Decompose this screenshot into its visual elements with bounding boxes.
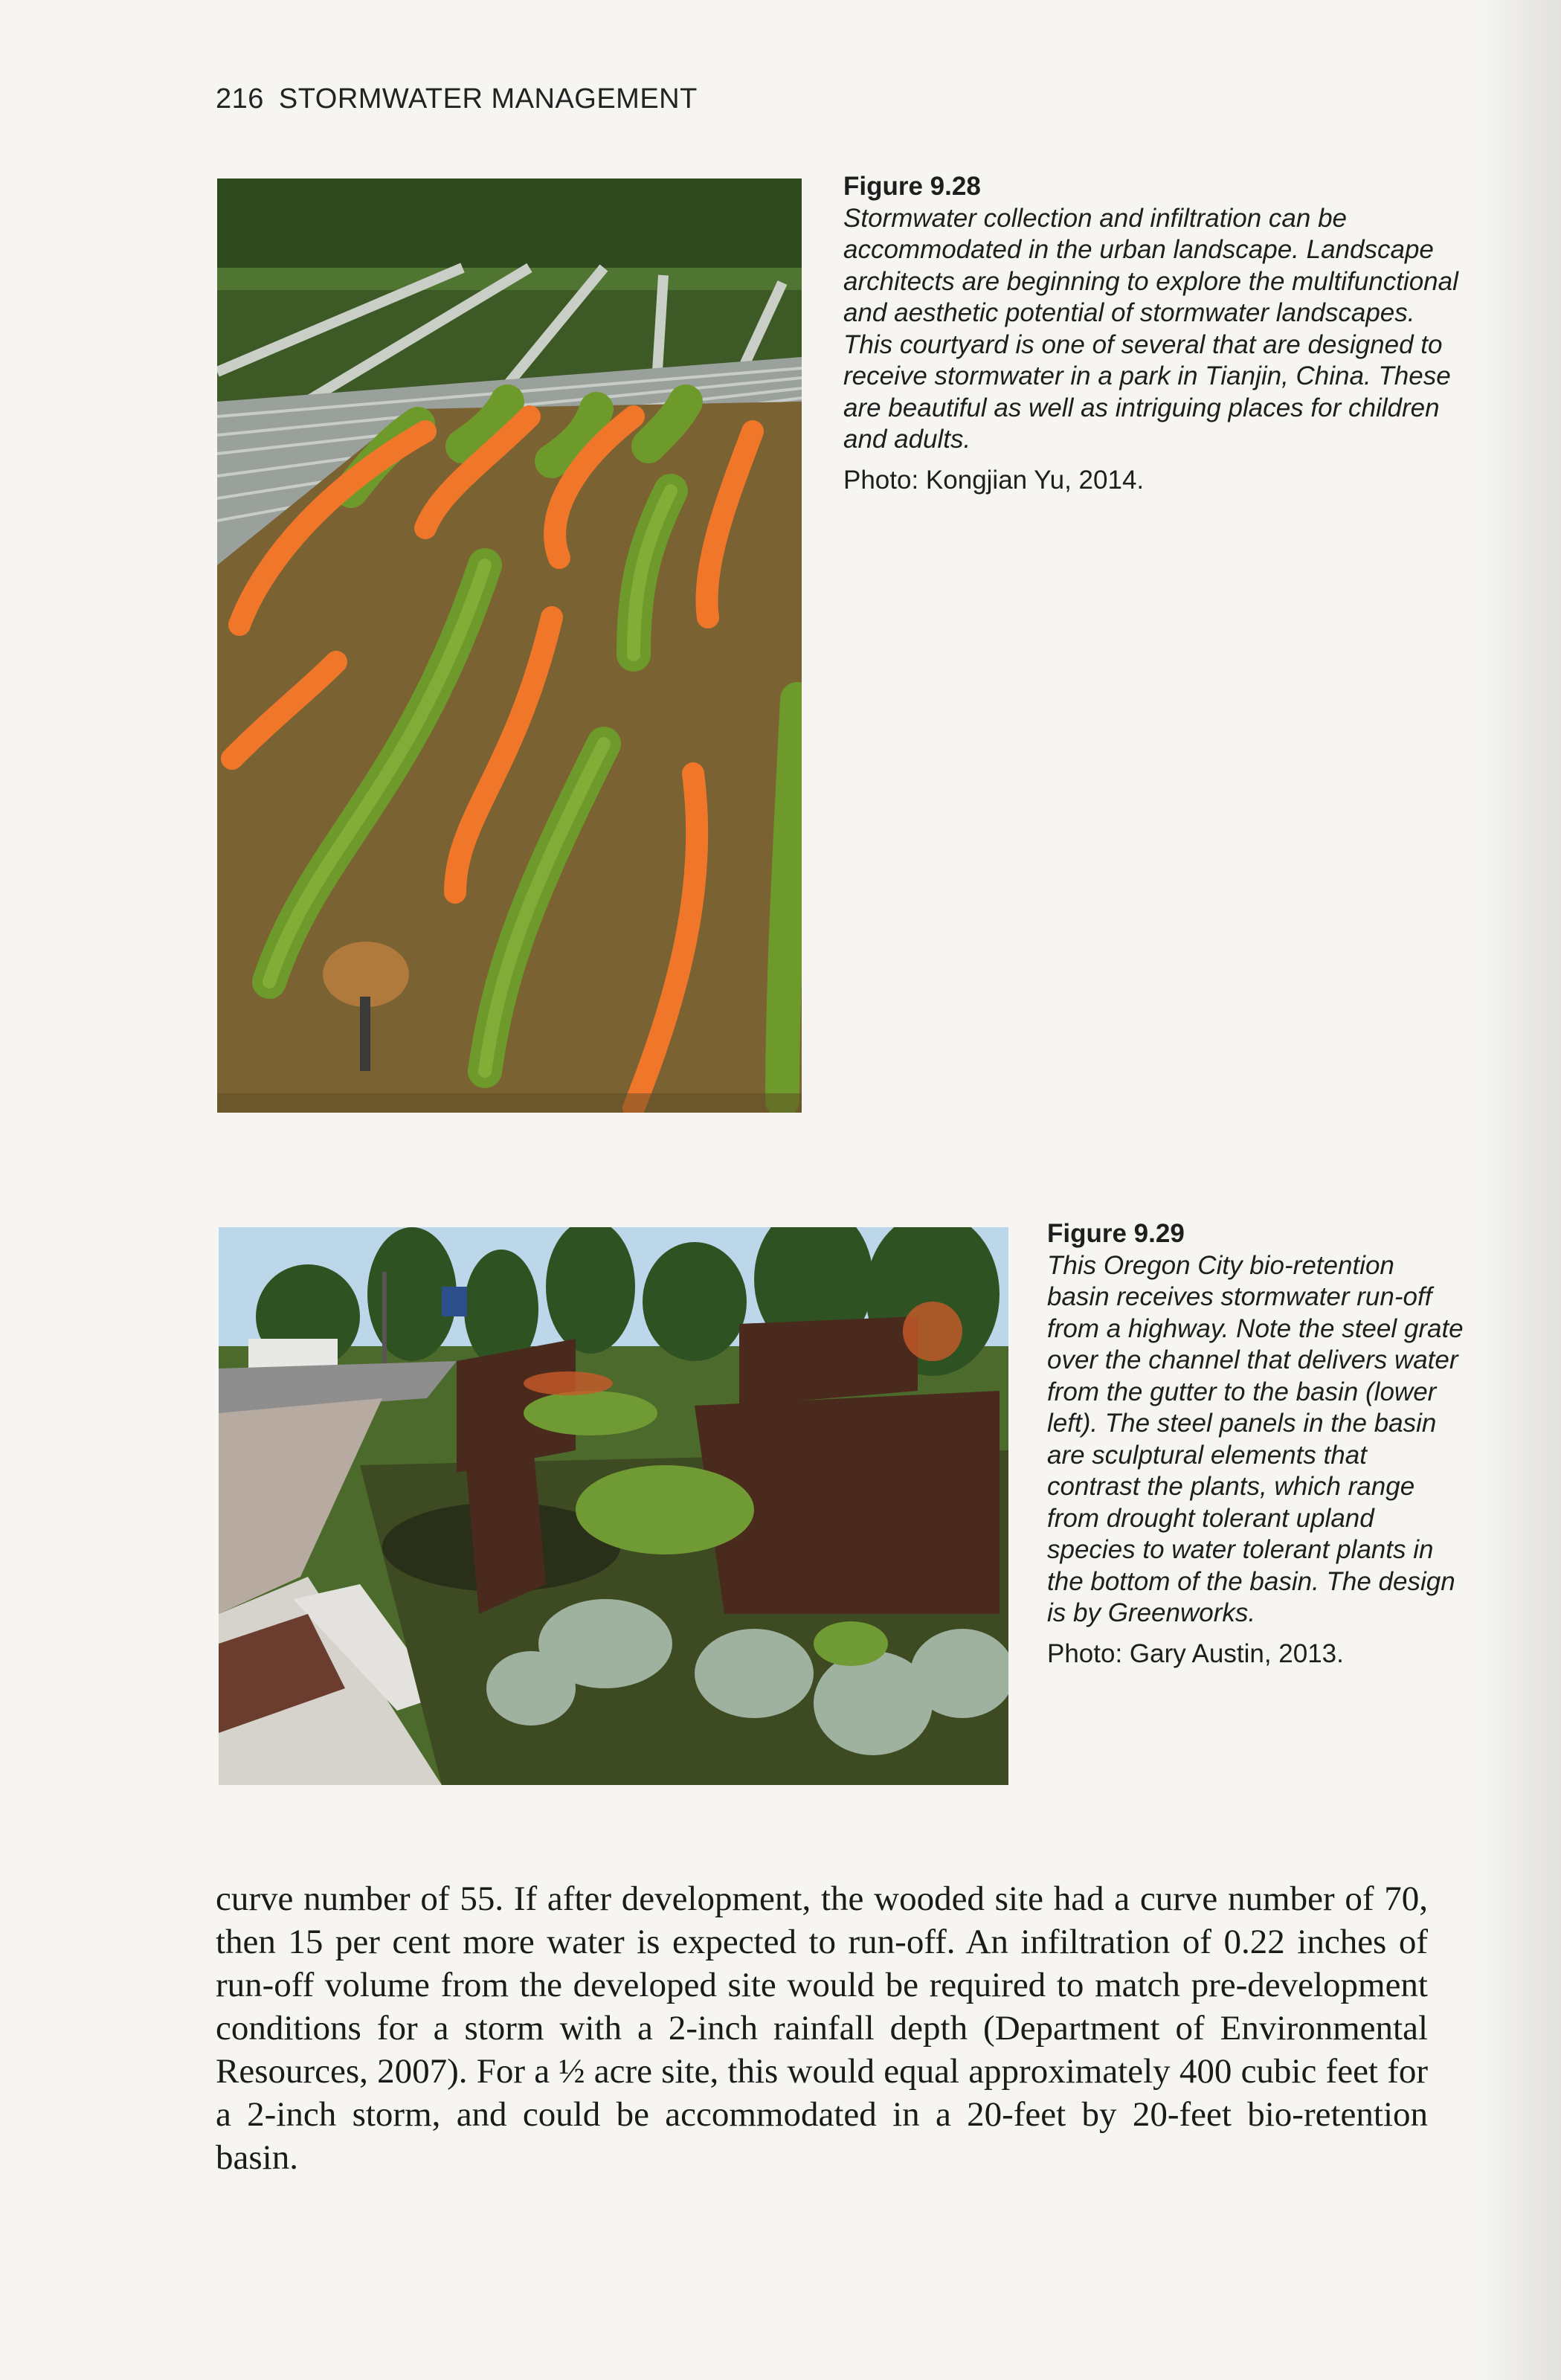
- figure-label: Figure 9.29: [1047, 1219, 1185, 1248]
- body-paragraph: curve number of 55. If after development, the wooded site had a curve number of 70, then 15 per cent more water is expected to run-off. An infiltration of 0.22 inches of run-off volume from the developed site would be required to match pre-development conditions for a storm with a 2-inch rainfall depth (Department of Environmental Resources, 2007). For a ½ acre site, this would equal approximately 400 cubic feet for a 2-inch storm, and could be accommodated in a 20-feet by 20-feet bio-retention basin.: [216, 1879, 1428, 2177]
- figure-label: Figure 9.28: [843, 172, 981, 201]
- figure-caption-text: Stormwater collection and infiltration can be accommodated in the urban landscape. Landscape architects are beginning to explore the multifunctional and aesthetic potential of stormwater landscapes. This courtyard is one of several that are designed to receive stormwater in a park in Tianjin, China. These are beautiful as well as intriguing places for children and adults.: [843, 203, 1458, 454]
- page-edge-shadow: [1479, 0, 1561, 2380]
- page-number: 216: [216, 83, 264, 115]
- figure-9-29-caption: [1047, 1218, 1464, 1670]
- running-title: STORMWATER MANAGEMENT: [278, 83, 698, 115]
- figure-9-28-photo: [217, 178, 802, 1113]
- figure-9-28-caption: [843, 171, 1468, 496]
- photo-credit: Photo: Kongjian Yu, 2014.: [843, 465, 1145, 495]
- figure-9-29-photo: [219, 1227, 1008, 1785]
- figure-caption-text: This Oregon City bio-retention basin receives stormwater run-off from a highway. Note the steel grate over the channel that delivers water from the gutter to the basin (lower left). The steel panels in the basin are sculptural elements that contrast the plants, which range from drought tolerant upland species to water tolerant plants in the bottom of the basin. The design is by Greenworks.: [1047, 1250, 1464, 1627]
- courtyard-illustration: [217, 178, 802, 1113]
- photo-credit: Photo: Gary Austin, 2013.: [1047, 1638, 1344, 1668]
- bioretention-illustration: [219, 1227, 1008, 1785]
- running-header: [216, 83, 698, 115]
